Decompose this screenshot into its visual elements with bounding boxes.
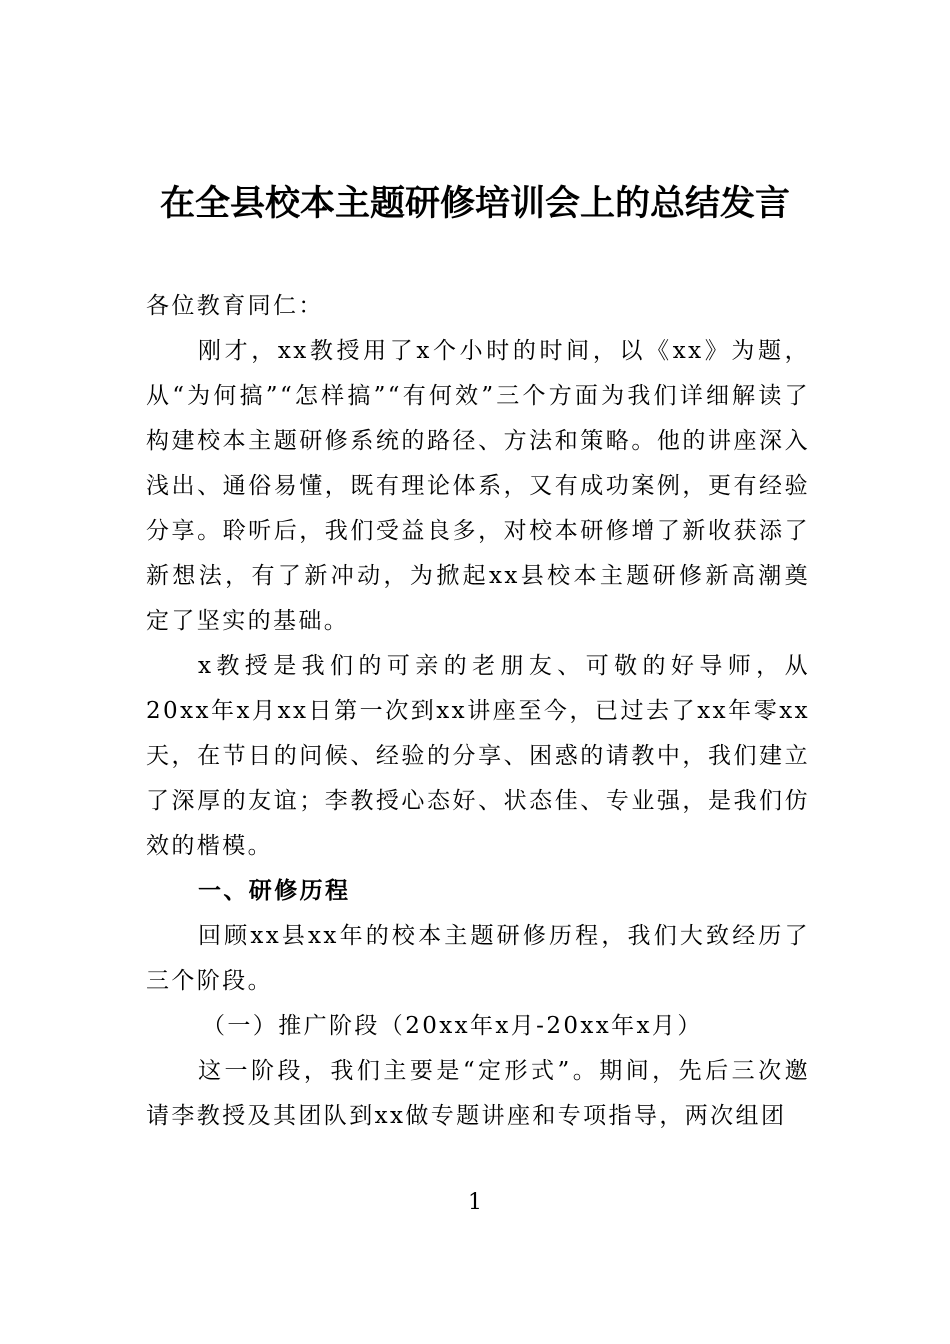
paragraph-intro: 刚才，xx教授用了x个小时的时间，以《xx》为题，从“为何搞”“怎样搞”“有何效”三个方面为我们详细解读了构建校本主题研修系统的路径、方法和策略。他的讲座深入浅出、通俗易懂，既有理论体系，又有成功案例，更有经验分享。聆听后，我们受益良多，对校本研修增了新收获添了新想法，有了新冲动，为掀起xx县校本主题研修新高潮奠定了坚实的基础。 [146,338,810,634]
paragraph-stage1: 这一阶段，我们主要是“定形式”。期间，先后三次邀请李教授及其团队到xx做专题讲座和专项指导，两次组团 [146,1058,810,1129]
section-heading: 一、研修历程 [198,878,351,904]
document-title: 在全县校本主题研修培训会上的总结发言 [159,183,790,224]
document-body [146,284,810,1139]
paragraph-review: 回顾xx县xx年的校本主题研修历程，我们大致经历了三个阶段。 [146,923,810,994]
subsection-heading: （一）推广阶段（20xx年x月-20xx年x月） [202,1013,703,1039]
page-number: 1 [468,1190,482,1215]
salutation: 各位教育同仁： [146,293,324,319]
paragraph-professor: x教授是我们的可亲的老朋友、可敬的好导师，从20xx年x月xx日第一次到xx讲座至今，已过去了xx年零xx天，在节日的问候、经验的分享、困惑的请教中，我们建立了深厚的友谊；李教授心态好、状态佳、专业强，是我们仿效的楷模。 [146,653,810,859]
